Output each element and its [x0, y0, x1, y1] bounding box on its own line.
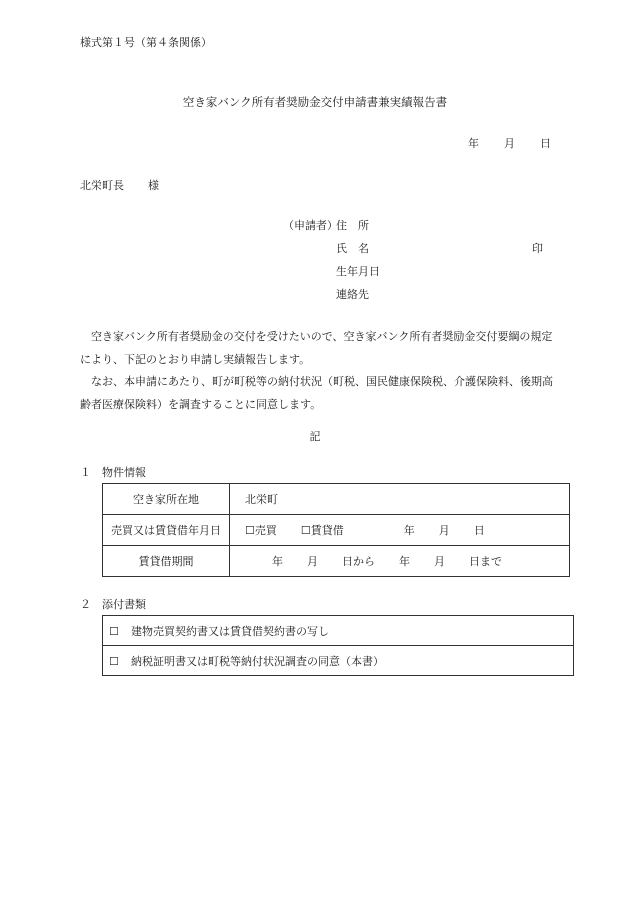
section-1-title: 物件情報: [102, 466, 146, 479]
contract-day-label: 日: [473, 524, 485, 537]
addressee-honorific: 様: [148, 179, 159, 192]
lease-period-label: 賃貸借期間: [103, 546, 230, 577]
contract-date-label: 売買又は賃貸借年月日: [103, 515, 230, 546]
section-1-heading: [80, 466, 146, 480]
attachment-text: 建物売買契約書又は賃貸借契約書の写し: [131, 624, 329, 638]
period-end-month-label: 月: [434, 555, 445, 568]
date-year-label: 年: [468, 137, 479, 150]
applicant-name-label: 氏 名: [336, 242, 369, 255]
applicant-birthdate-label: 生年月日: [336, 265, 380, 278]
applicant-contact-label: 連絡先: [336, 288, 369, 301]
table-row: [103, 646, 574, 676]
contract-date-value[interactable]: [230, 515, 570, 546]
lease-checkbox-option[interactable]: ☐賃貸借: [300, 524, 344, 537]
addressee: [80, 179, 159, 193]
applicant-address-label: 住 所: [336, 219, 369, 232]
body-paragraph-1: 空き家バンク所有者奨励金の交付を受けたいので、空き家バンク所有者奨励金交付要綱の規定により、下記のとおり申請し実績報告します。: [80, 330, 553, 366]
section-2-title: 添付書類: [102, 598, 146, 611]
table-row: [103, 515, 570, 546]
contract-month-label: 月: [438, 524, 450, 537]
attachment-item[interactable]: [103, 646, 574, 676]
location-value[interactable]: 北栄町: [230, 484, 570, 515]
lease-period-value[interactable]: [230, 546, 570, 577]
ki-heading: 記: [309, 430, 321, 443]
applicant-label: （申請者）: [283, 219, 338, 232]
period-start-year-label: 年: [272, 555, 283, 568]
attachment-checkbox[interactable]: ☐: [109, 624, 119, 638]
addressee-name: 北栄町長: [80, 179, 124, 192]
form-number: 様式第１号（第４条関係）: [80, 36, 212, 49]
sale-checkbox-option[interactable]: ☐売買: [245, 524, 277, 537]
table-row: [103, 484, 570, 515]
document-title: 空き家バンク所有者奨励金交付申請書兼実績報告書: [182, 95, 448, 109]
seal-mark: 印: [532, 242, 543, 255]
property-info-table: [102, 483, 570, 577]
date-month-label: 月: [504, 137, 515, 150]
body-text: [80, 326, 558, 416]
attachment-item[interactable]: [103, 616, 574, 646]
period-end-year-label: 年: [399, 555, 410, 568]
table-row: [103, 616, 574, 646]
period-to-label: 日まで: [469, 555, 502, 568]
period-start-month-label: 月: [307, 555, 318, 568]
body-paragraph-2: なお、本申請にあたり、町が町税等の納付状況（町税、国民健康保険税、介護保険料、後期高齢者医療保険料）を調査することに同意します。: [80, 375, 553, 411]
period-from-label: 日から: [342, 555, 375, 568]
date-day-label: 日: [540, 137, 551, 150]
contract-year-label: 年: [403, 524, 415, 537]
attachment-text: 納税証明書又は町税等納付状況調査の同意（本書）: [131, 654, 384, 668]
table-row: [103, 546, 570, 577]
section-2-heading: [80, 598, 146, 612]
attachment-checkbox[interactable]: ☐: [109, 654, 119, 668]
attachments-table: [102, 615, 574, 676]
location-label: 空き家所在地: [103, 484, 230, 515]
section-2-number: ２: [80, 598, 91, 611]
section-1-number: １: [80, 466, 91, 479]
